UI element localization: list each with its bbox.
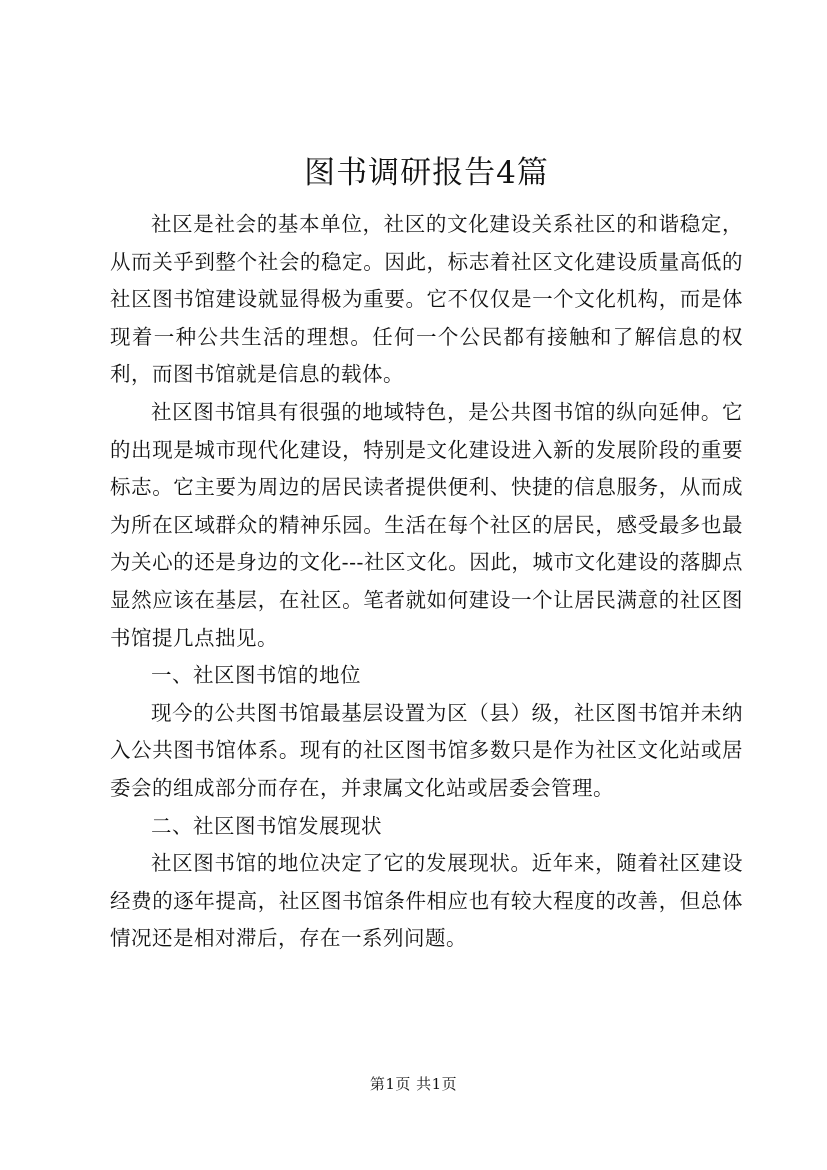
paragraph-development: 社区图书馆的地位决定了它的发展现状。近年来，随着社区建设经费的逐年提高，社区图书馆条件相应也有较大程度的改善，但总体情况还是相对滞后，存在一系列问题。 [110,851,743,951]
document-body [110,206,743,958]
section-heading-status: 一、社区图书馆的地位 [151,663,361,688]
document-title: 图书调研报告4篇 [304,155,549,191]
paragraph-intro: 社区是社会的基本单位，社区的文化建设关系社区的和谐稳定，从而关乎到整个社会的稳定。因此，标志着社区文化建设质量高低的社区图书馆建设就显得极为重要。它不仅仅是一个文化机构，而是体现着一种公共生活的理想。任何一个公民都有接触和了解信息的权利，而图书馆就是信息的载体。 [110,212,743,387]
page-number-footer: 第1页 共1页 [369,1075,458,1093]
paragraph-features: 社区图书馆具有很强的地域特色，是公共图书馆的纵向延伸。它的出现是城市现代化建设，特别是文化建设进入新的发展阶段的重要标志。它主要为周边的居民读者提供便利、快捷的信息服务，从而成为所在区域群众的精神乐园。生活在每个社区的居民，感受最多也最为关心的还是身边的文化---社区文化。因此，城市文化建设的落脚点显然应该在基层，在社区。笔者就如何建设一个让居民满意的社区图书馆提几点拙见。 [110,399,743,650]
section-heading-development: 二、社区图书馆发展现状 [151,813,382,838]
paragraph-status: 现今的公共图书馆最基层设置为区（县）级，社区图书馆并未纳入公共图书馆体系。现有的社区图书馆多数只是作为社区文化站或居委会的组成部分而存在，并隶属文化站或居委会管理。 [110,700,743,800]
